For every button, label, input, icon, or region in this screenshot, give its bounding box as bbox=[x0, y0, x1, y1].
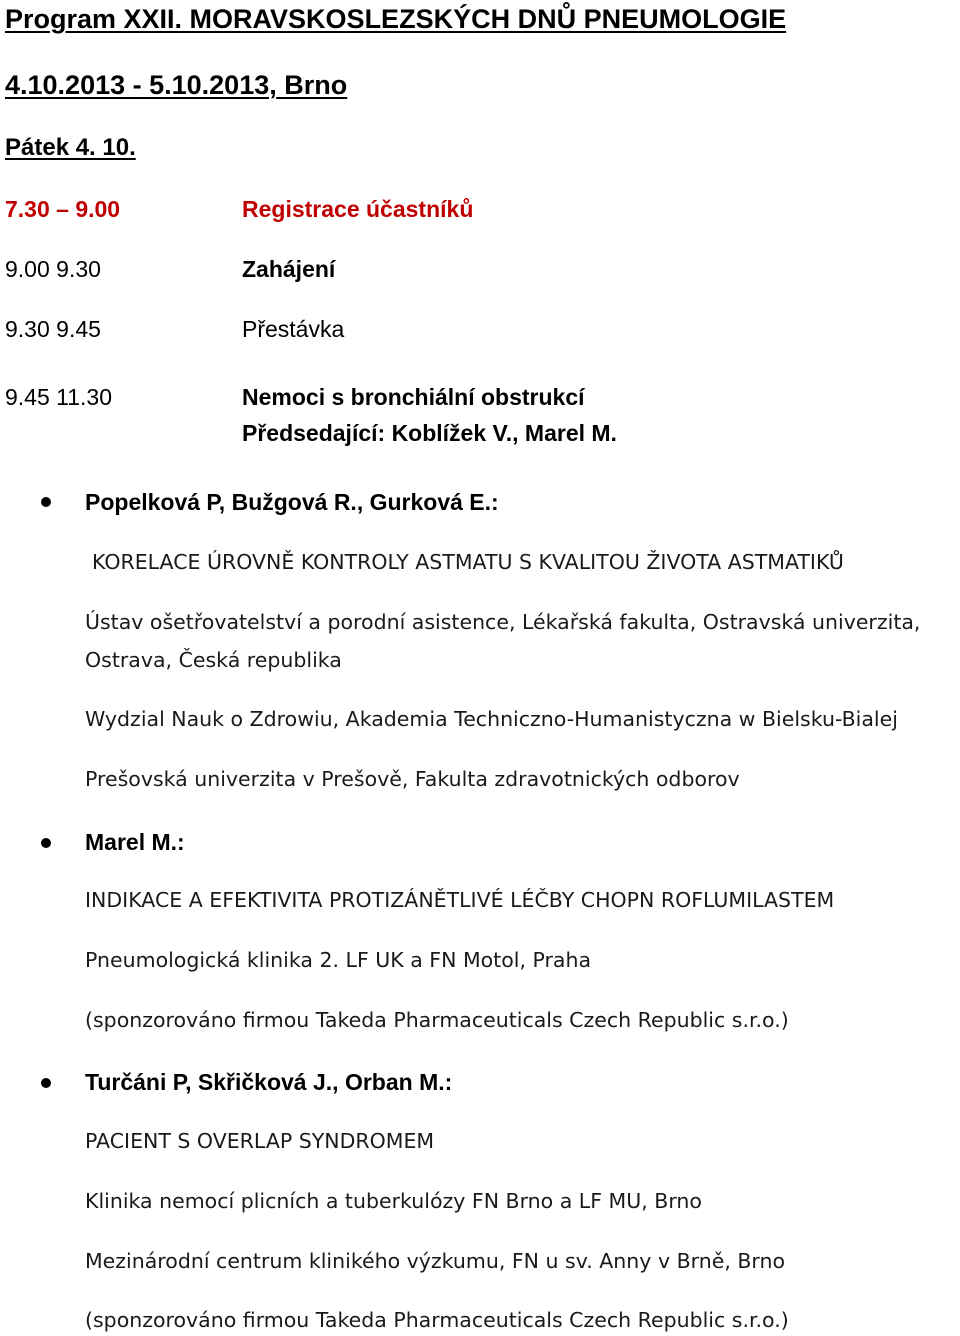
talk-affiliation: Ostrava, Česká republika bbox=[85, 648, 342, 672]
talk-sponsor: (sponzorováno firmou Takeda Pharmaceuticals Czech Republic s.r.o.) bbox=[85, 1308, 789, 1332]
schedule-time-registration: 7.30 – 9.00 bbox=[5, 196, 121, 222]
schedule-label-session: Nemoci s bronchiální obstrukcí bbox=[242, 384, 585, 410]
bullet-icon bbox=[41, 838, 51, 848]
day-heading: Pátek 4. 10. bbox=[5, 134, 136, 161]
talk-affiliation: Wydzial Nauk o Zdrowiu, Akademia Techniczno-Humanistyczna w Bielsku-Bialej bbox=[85, 707, 898, 731]
talk-affiliation: Mezinárodní centrum klinikého výzkumu, FN u sv. Anny v Brně, Brno bbox=[85, 1249, 786, 1273]
talk-affiliation: Prešovská univerzita v Prešově, Fakulta zdravotnických odborov bbox=[85, 767, 740, 791]
talk-title: PACIENT S OVERLAP SYNDROMEM bbox=[85, 1129, 435, 1153]
bullet-icon bbox=[41, 497, 51, 507]
bullet-icon bbox=[41, 1078, 51, 1088]
schedule-label-registration: Registrace účastníků bbox=[242, 196, 474, 222]
talk-authors: Turčáni P, Skřičková J., Orban M.: bbox=[85, 1069, 453, 1095]
program-title: Program XXII. MORAVSKOSLEZSKÝCH DNŮ PNEUMOLOGIE bbox=[5, 4, 787, 34]
program-dates: 4.10.2013 - 5.10.2013, Brno bbox=[5, 70, 348, 100]
schedule-time-opening: 9.00 9.30 bbox=[5, 256, 101, 282]
talk-authors: Popelková P, Bužgová R., Gurková E.: bbox=[85, 489, 499, 515]
talk-affiliation: Pneumologická klinika 2. LF UK a FN Motol, Praha bbox=[85, 948, 592, 972]
talk-sponsor: (sponzorováno firmou Takeda Pharmaceuticals Czech Republic s.r.o.) bbox=[85, 1008, 789, 1032]
schedule-time-session: 9.45 11.30 bbox=[5, 384, 113, 410]
talk-authors: Marel M.: bbox=[85, 829, 185, 855]
talk-title: KORELACE ÚROVNĚ KONTROLY ASTMATU S KVALITOU ŽIVOTA ASTMATIKŮ bbox=[92, 550, 844, 574]
talk-affiliation: Klinika nemocí plicních a tuberkulózy FN Brno a LF MU, Brno bbox=[85, 1189, 702, 1213]
schedule-label-break: Přestávka bbox=[242, 316, 345, 342]
schedule-time-break: 9.30 9.45 bbox=[5, 316, 101, 342]
talk-title: INDIKACE A EFEKTIVITA PROTIZÁNĚTLIVÉ LÉČBY CHOPN ROFLUMILASTEM bbox=[85, 888, 835, 912]
schedule-label-opening: Zahájení bbox=[242, 256, 336, 282]
session-chairs: Předsedající: Koblížek V., Marel M. bbox=[242, 420, 617, 446]
talk-affiliation: Ústav ošetřovatelství a porodní asistence, Lékařská fakulta, Ostravská univerzita, bbox=[85, 610, 921, 634]
